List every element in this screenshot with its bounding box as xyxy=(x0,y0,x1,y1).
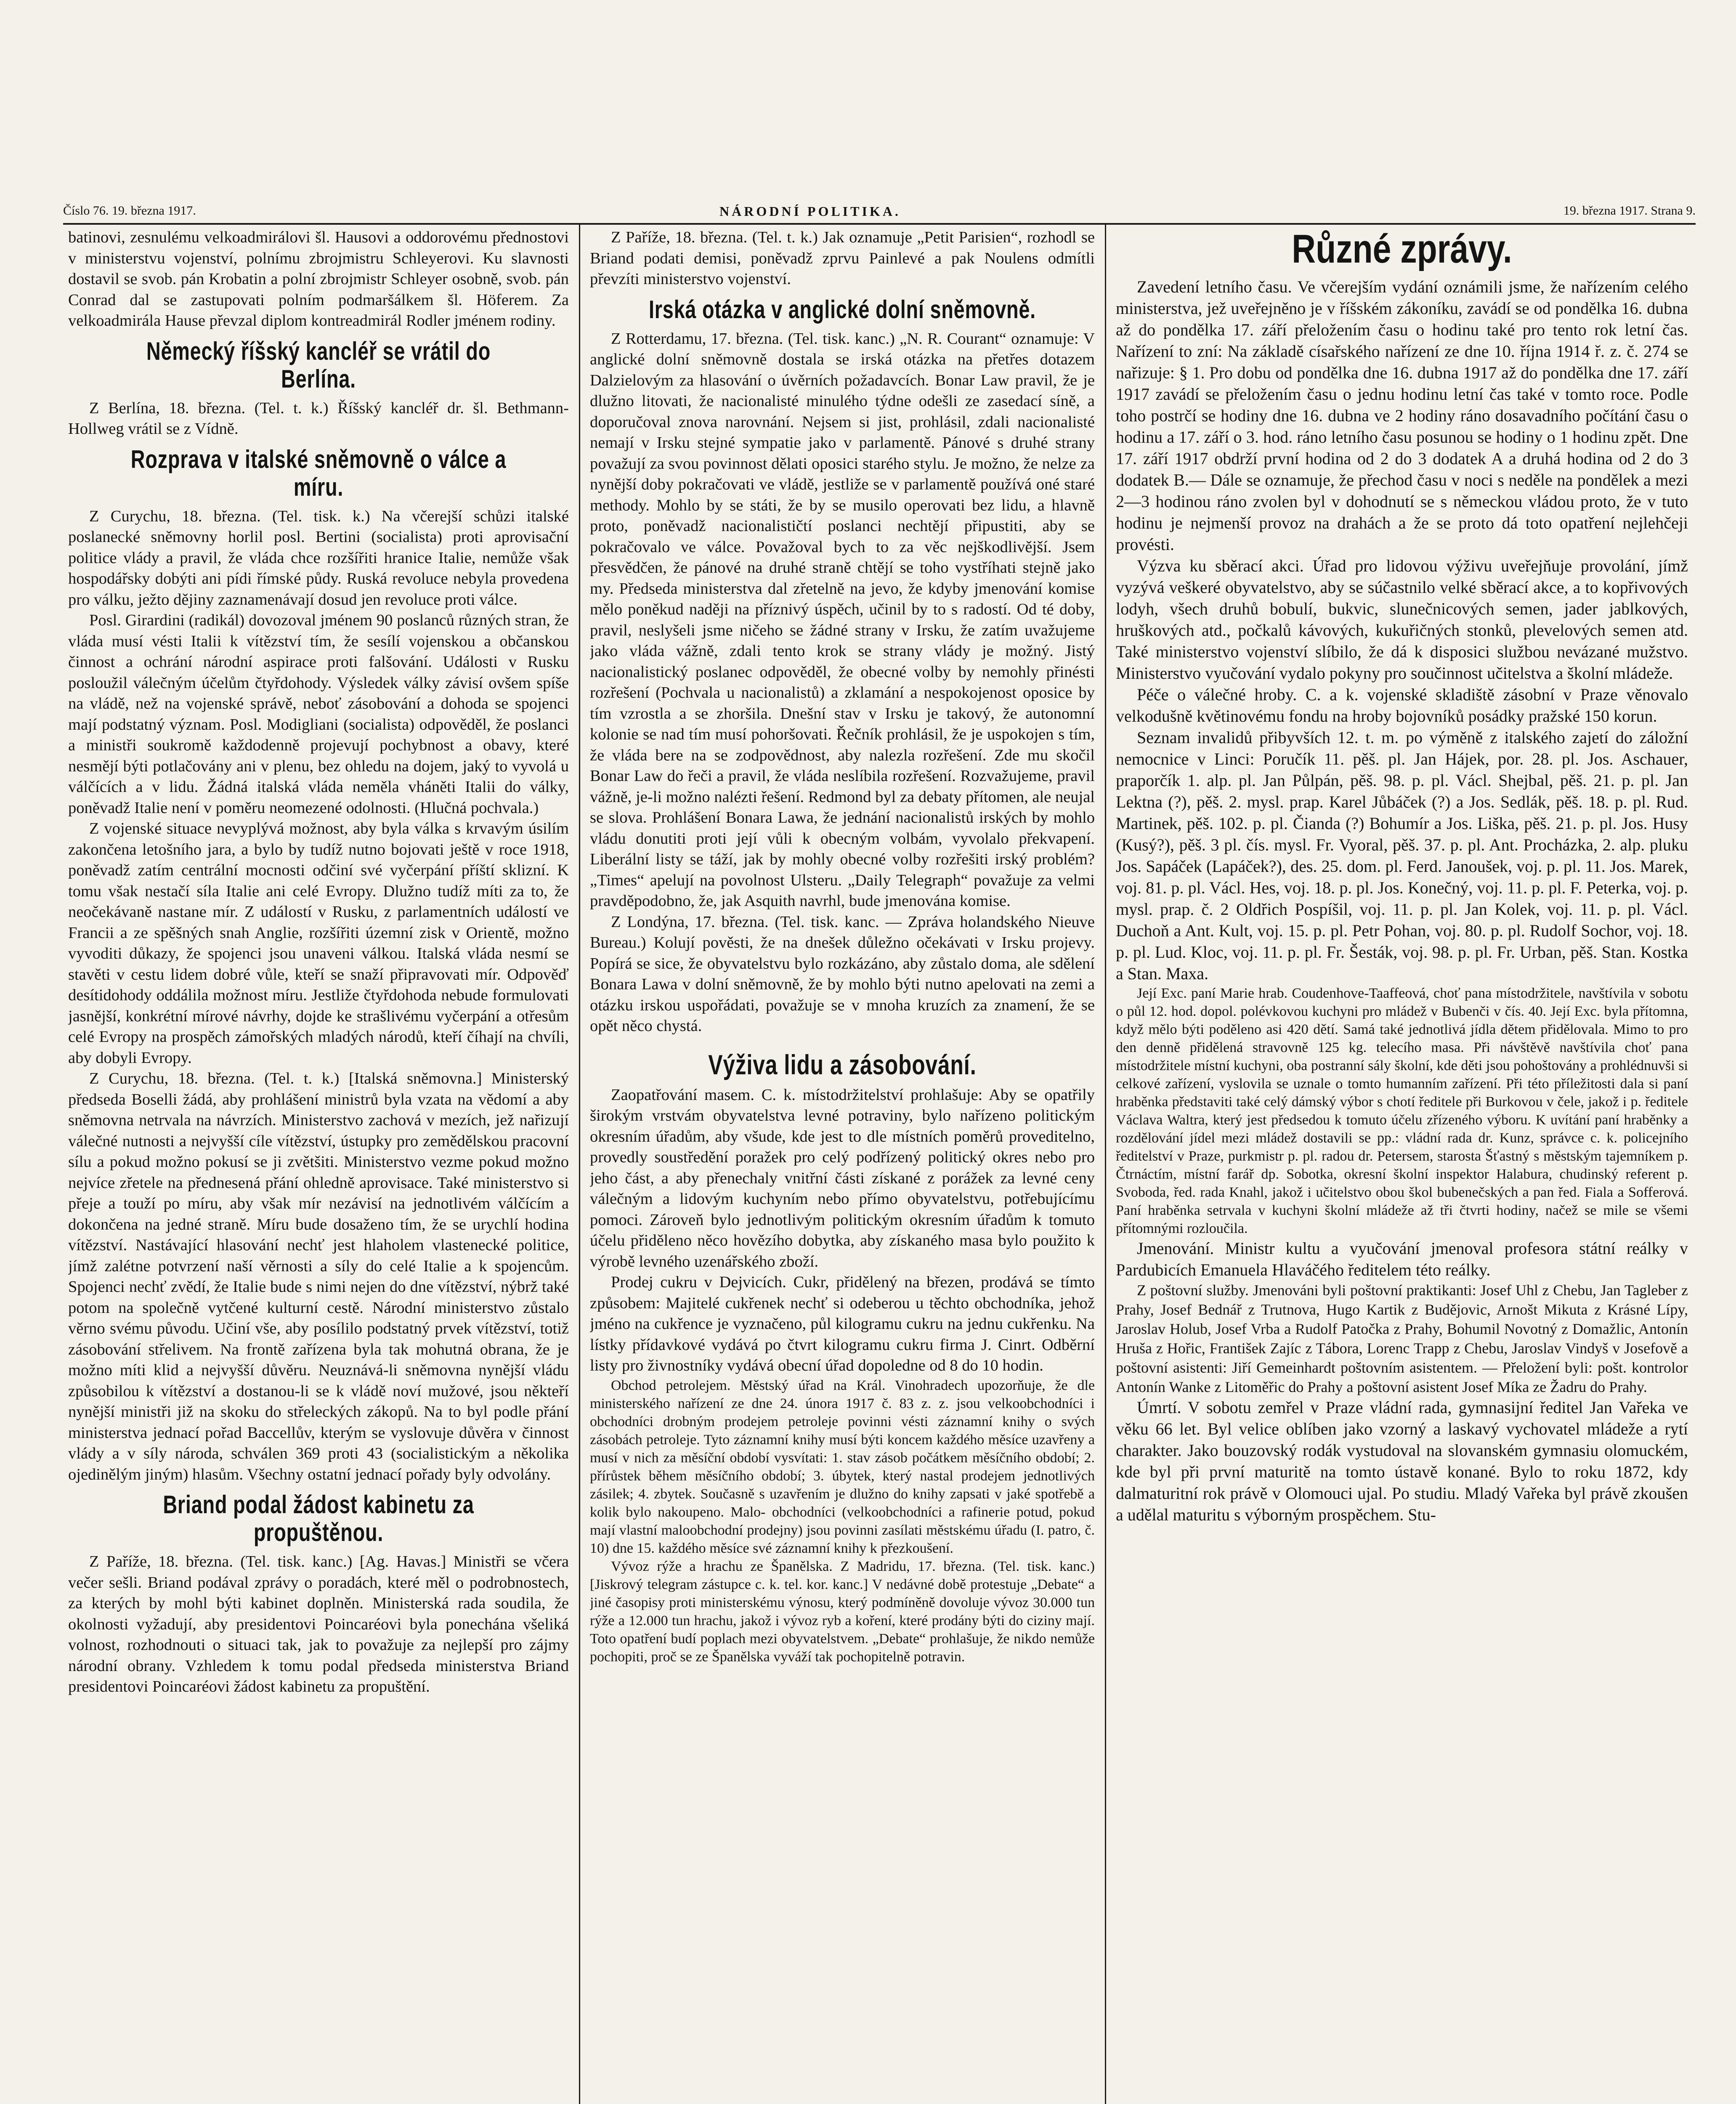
column-2 xyxy=(590,227,1095,2104)
article-irish-p1: Z Rotterdamu, 17. března. (Tel. tisk. kanc.) „N. R. Courant“ oznamuje: V anglické dolní sněmovně dostala se irská otázka na přetřes dotazem Dalzielovým za hlasování o úvěrních požadavcích. Bonar Law pravil, že je dlužno litovati, že nacionalisté minulého týdne odešli ze zasedací síně, a doporučoval znova narovnání. Nejsem si jist, prohlásil, zdali nacionalisté nemají v Irsku stejné sympatie jako v parlamentě. Pánové s druhé strany považují za svou povinnost dělati oposici starého stylu. Je možno, že nelze za nynější doby pokračovati ve vládě, jestliže se v parlamentě používá oné staré methody. Mohlo by se státi, že by se musilo operovati bez lidu, a hlavně proto, poněvadž nacionalističtí poslanci nechtějí připustiti, aby se pokračovalo ve válce. Považoval bych to za věc nejškodlivější. Jsem přesvědčen, že pánové na druhé straně chtějí se toho vystříhati stejně jako my. Předseda ministerstva dal zřetelně na jevo, že kdyby jmenování komise mělo poněkud naději na příznivý úspěch, učinil by to s radostí. Od té doby, pravil, neslyšeli jsme ničeho se žádné strany v Irsku, že zatím uvažujeme jako vláda vážně, zdali tento krok se strany vlády je možný. Jistý nacionalistický poslanec odpověděl, že obecné volby by nemohly přinésti rozřešení (Pochvala u nacionalistů) a zklamání a nespokojenost oposice by tím vzrostla a se zhoršila. Dnešní stav v Irsku je takový, že autonomní kolonie se nad tím musí pohoršovati. Řečník prohlásil, že je uspokojen s tím, že vláda bere na se zodpovědnost, aby nalezla rozřešení. Zde mu skočil Bonar Law do řeči a pravil, že vláda neslíbila rozřešení. Rozvažujeme, pravil vážně, je-li možno nalézti řešení. Redmond byl za debaty přítomen, ale neujal se slova. Prohlášení Bonara Lawa, že jednání nacionalistů irských by mohlo vládu donutiti proti její vůli k obecným volbám, vyvolalo překvapení. Liberální listy se táží, jak by mohly obecné volby rozřešiti irský problém? „Times“ apelují na povolnost Ulsteru. „Daily Telegraph“ považuje za velmi pravděpodobno, že, jak Asquith navrhl, bude jmenována komise. xyxy=(590,329,1095,910)
section-title-various-news: Různé zprávy. xyxy=(1292,227,1512,271)
article-paris: Z Paříže, 18. března. (Tel. t. k.) Jak oznamuje „Petit Parisien“, rozhodl se Briand podati demisi, poněvadž zprvu Painlevé a pak Noulens odmítli převzíti ministerstvo vojenství. xyxy=(590,228,1095,288)
column-3 xyxy=(1116,227,1688,2104)
issue-number-date: Číslo 76. 19. března 1917. xyxy=(63,204,196,218)
article-sugar-dejvice: Prodej cukru v Dejvicích. Cukr, přidělený na březen, prodává se tímto způsobem: Majitelé cukřenek nechť si odeberou u těchto obchodníka, jehož jméno na cukřence je vyznačeno, půl kilogramu cukru na jednu cukřenku. Na lístky přídavkové vydává po čtvrt kilogramu cukru firma J. Cinrt. Odběrní listy pro živnostníky vydává obecní úřad dopoledne od 8 do 10 hodin. xyxy=(590,1273,1095,1374)
headline-chancellor: Německý říšský kancléř se vrátil do Berlína. xyxy=(146,337,491,393)
header-rule xyxy=(63,223,1696,225)
masthead-title: NÁRODNÍ POLITIKA. xyxy=(719,204,901,219)
headline-briand: Briand podal žádost kabinetu za propuštěnou. xyxy=(163,1490,474,1546)
article-countess-visit: Její Exc. paní Marie hrab. Coudenhove-Taaffeová, choť pana místodržitele, navštívila v sobotu o půl 12. hod. dopol. polévkovou kuchyni pro mládež v Bubenči v čís. 40. Její Exc. byla přítomna, když mělo býti poděleno asi 420 dětí. Samá také jednotlivá jídla dětem přidělovala. Mimo to pro den denně přidělená stravovně 125 kg. telecího masa. Při návštěvě navštívila choť pana místodržitele místní kuchyni, oba postranní sály školní, kde děti jsou pohoštovány a prohlédnuvši si celkové zařízení, vyslovila se uznale o tomto humanním zařízení. Při této příležitosti dala si paní hraběnka představiti také celý dámský výbor s chotí ředitele při Burkovou v čele, jakož i p. ředitele Václava Waltra, který jest předsedou k tomuto účelu zřízeného výboru. K uvítání paní hraběnky a rozdělování jídel mezi mládež dostavili se pp.: vládní rada dr. Kunz, správce c. k. policejního ředitelství v Praze, purkmistr p. pl. radou dr. Petersem, starosta Šťastný s městským tajemníkem p. Čtrnáctím, místní farář dp. Sobotka, okresní školní inspektor Halabura, chudinský referent p. Svoboda, řed. rada Knahl, jakož i učitelstvo obou škol bubenečských a pan řed. Fiala a Sofferová. Paní hraběnka setrvala v kuchyni školní mládeže až tři čtvrti hodiny, načež se mile se všemi přítomnými rozloučila. xyxy=(1116,986,1688,1236)
article-postal-service: Z poštovní služby. Jmenováni byli poštovní praktikanti: Josef Uhl z Chebu, Jan Tagleber z Prahy, Josef Bednář z Trutnova, Hugo Kartik z Budějovic, Arnošt Mikuta z Krásné Lípy, Jaroslav Holub, Josef Vrba a Rudolf Patočka z Prahy, Bohumil Novotný z Domažlic, Antonín Hruša z Hořic, František Zajíc z Tábora, Lorenc Trapp z Chebu, Jaroslav Vindyš v Josefově a poštovní asistenti: Jiří Gemeinhardt poštovním asistentem. — Přeložení byli: pošt. kontrolor Antonín Wanke z Litoměřic do Prahy a poštovní asistent Josef Míka ze Žadru do Prahy. xyxy=(1116,1282,1688,1395)
column-divider-1 xyxy=(579,223,580,2104)
column-divider-2 xyxy=(1105,223,1106,2104)
article-spain-export: Vývoz rýže a hrachu ze Španělska. Z Madridu, 17. března. (Tel. tisk. kanc.) [Jiskrový telegram zástupce c. k. tel. kor. kanc.] V nedávné době protestuje „Debate“ a jiné časopisy proti ministerskému výnosu, který podmíněně dovoluje vývoz 30.000 tun rýže a 12.000 tun hrachu, jakož i vývoz ryb a koření, které prodány býti do ciziny mají. Toto opatření budí poplach mezi obyvatelstvem. „Debate“ prohlašuje, že nikdo nemůže pochopiti, proč se ze Španělska vyváží tak pochopitelně potravin. xyxy=(590,1558,1095,1665)
column-1 xyxy=(68,227,569,2104)
article-war-graves: Péče o válečné hroby. C. a k. vojenské skladiště zásobní v Praze věnovalo velkodušně květinovému fondu na hroby bojovníků posádky pražské 150 korun. xyxy=(1116,685,1688,725)
article-appointment: Jmenování. Ministr kultu a vyučování jmenoval profesora státní reálky v Pardubicích Emanuela Hlaváčého ředitelem této reálky. xyxy=(1116,1239,1688,1279)
article-italian-debate-p2: Posl. Girardini (radikál) dovozoval jménem 90 poslanců různých stran, že vláda musí vésti Italii k vítězství tím, že sesílí vojenskou a občanskou činnost a ochrání národní aspirace proti falšování. Události v Rusku posloužil válečným účelům čtyřdohody. Výsledek války závisí ovšem spíše na vládě, než na vojenské správě, neboť zásobování a dohoda se spojenci mají podstatný význam. Posl. Modigliani (socialista) odpověděl, že poslanci a ministři soukromě každodenně projevují pochybnost a obavy, které nesmějí býti potlačovány ani v plenu, bez ohledu na dojem, jaký to vyvolá u válčících a v lidu. Žádná italská vláda neměla vháněti Italii do války, poněvadž Italie není v poměru neomezené odolnosti. (Hlučná pochvala.) xyxy=(68,611,569,817)
article-continuation: batinovi, zesnulému velkoadmirálovi šl. Hausovi a oddorovému přednostovi v ministerstvu vojenství, polnímu zbrojmistru Schleyerovi. Ku slavnosti dostavil se svob. pán Krobatin a polní zbrojmistr Schleyer osobně, svob. pán Conrad dal se zastupovati polním podmaršálkem šl. Höferem. Za velkoadmirála Hause převzal diplom kontreadmirál Rodler jménem rodiny. xyxy=(68,228,569,329)
article-collection-campaign: Výzva ku sběrací akci. Úřad pro lidovou výživu uveřejňuje provolání, jímž vyzývá veškeré obyvatelstvo, aby se súčastnilo velké sběrací akce, a to kopřivových lodyh, všech druhů bobulí, bukvic, slunečnicových semen, jader jablkových, hruškových atd., počkalů kávových, kukuřičných stonků, plevelových semen atd. Také ministerstvo vojenství slíbilo, že dá k disposici službou nevázané mužstvo. Ministerstvo vyučování vydalo pokyny pro součinnost učitelstva a školní mládeže. xyxy=(1116,556,1688,683)
page-header xyxy=(63,204,1696,222)
article-italian-debate-p3: Z vojenské situace nevyplývá možnost, aby byla válka s krvavým úsilím zakončena letošního jara, a bylo by tudíž nutno bojovati ještě v roce 1918, poněvadž zatím centrální mocnosti odčiní své vyčerpání příští sklizní. K tomu však nestačí síla Italie ani celé Evropy. Dlužno tudíž míti za to, že neočekávaně nastane mír. Z událostí v Rusku, z parlamentních událostí ve Francii a ze spěšných snah Anglie, rozšířiti územní zisk v Orientě, možno vyvoditi důkazy, že spojenci jsou unaveni válkou. Italská vláda nesmí se stavěti v cestu lidem dobré vůle, kteří se snaží připravovati mír. Odpověď desítidohody oddálila možnost míru. Jestliže čtyřdohoda nebude formulovati jasnější, konkrétní mírové návrhy, dojde ke strašlivému vyčerpání a otřesům celé Evropy na prospěch zámořských mladých národů, kteří číhají na chvíli, aby dobyli Evropy. xyxy=(68,820,569,1067)
article-petroleum: Obchod petrolejem. Městský úřad na Král. Vinohradech upozorňuje, že dle ministerského nařízení ze dne 24. února 1917 č. 83 z. z. jsou velkoobchodníci i obchodníci drobným prodejem petroleje povinni vésti záznamní knihy o svých zásobách petroleje. Tyto záznamní knihy musí býti koncem každého měsíce uzavřeny a musí v nich za měsíční období vysvítati: 1. stav zásob počátkem měsíčního období; 2. přírůstek během měsíčního období; 3. úbytek, který nastal prodejem jednotlivých zásilek; 4. zbytek. Současně s uzavřením je dlužno do knihy zapsati v jaké spotřebě a kolik bylo nakoupeno. Malo- obchodníci (velkoobchodníci a rafinerie potud, pokud mají vlastní maloobchodní prodejny) jsou povinni zasílati městskému úřadu (I. patro, č. 10) dne 15. každého měsíce své záznamní knihy k přezkoušení. xyxy=(590,1377,1095,1556)
article-chancellor: Z Berlína, 18. března. (Tel. t. k.) Říšský kancléř dr. šl. Bethmann-Hollweg vrátil se z Vídně. xyxy=(68,399,569,438)
date-page-number: 19. března 1917. Strana 9. xyxy=(1563,204,1696,218)
article-italian-debate-p4: Z Curychu, 18. března. (Tel. t. k.) [Italská sněmovna.] Ministerský předseda Boselli žádá, aby prohlášení ministrů byla vzata na vědomí a aby sněmovna netrvala na návrzích. Ministerstvo zachová v mezích, jež nařizují válečné nutnosti a nejvyšší cíle vítězství, ústupky pro zemědělskou pracovní sílu a pokud možno pokusí se ji zvětšiti. Ministerstvo vezme pokud možno nejvíce zřetele na přednesená přání ohledně aprovisace. Také ministerstvo si přeje a touží po míru, aby však mír nezávisí na jednotlivém válčícím a dokončena na jedné straně. Míru bude dosaženo tím, že se urychlí hodina vítězství. Nastávající hlasování nechť jest hlaholem vlastenecké politice, jímž zalétne potvrzení naší věrnosti a síly do celé Italie a k spojencům. Spojenci nechť zvědí, že Italie bude s nimi nejen do dne vítězství, nýbrž také potom na společně vytčené kulturní cestě. Národní ministerstvo zůstalo věrno svému původu. Učiní vše, aby posílilo podstatný prvek vítězství, totiž zásobování střelivem. Na frontě zařízena byla tak mohutná obrana, že je možno míti klid a nejvyšší důvěru. Neuznává-li sněmovna nynější vládu způsobilou k vítězství a dostanou-li se k vládě noví mužové, jsou někteří nynější ministři již na skoku do střeleckých zákopů. Na to byl podle přání ministerstva jednací pořad Baccellův, kterým se vyslovuje důvěra v činnost vlády a v síly národa, schválen 369 proti 43 (socialistickým a několika ojedinělým jiným) hlasům. Všechny ostatní jednací pořady byly odvolány. xyxy=(68,1070,569,1483)
article-summer-time: Zavedení letního času. Ve včerejším vydání oznámili jsme, že nařízením celého ministerstva, jež uveřejněno je v říšském zákoníku, zavádí se od pondělka 16. dubna až do pondělka 17. září přeložením času o hodinu také pro tento rok letní čas. Nařízení to zní: Na základě císařského nařízení ze dne 10. října 1914 ř. z. č. 274 se nařizuje: § 1. Pro dobu od pondělka dne 16. dubna 1917 až do pondělka dne 17. září 1917 zavádí se přeložením času o jednu hodinu letní čas také v tomto roce. Podle toho postrčí se hodiny dne 16. dubna ve 2 hodiny ráno dosavadního počítání času o hodinu a 17. září o 3. hod. ráno letního času posunou se hodiny o 1 hodinu zpět. Dne 17. září 1917 obdrží první hodina od 2 do 3 dodatek A a druhá hodina od 2 do 3 dodatek B.— Dále se oznamuje, že přechod času v noci s neděle na pondělek a mezi 2—3 hodinou ráno zvolen byl v dohodnutí se s německou vládou proto, že v tuto hodinu je nejmenší provoz na drahách a že se proto dá toto opatření nejlehčeji provésti. xyxy=(1116,277,1688,554)
article-meat-supply: Zaopatřování masem. C. k. místodržitelství prohlašuje: Aby se opatřily širokým vrstvám obyvatelstva levné potraviny, bylo nařízeno politickým okresním úřadům, aby všude, kde jest to dle místních poměrů proveditelno, provedly soustředění poražek pro celý podřízený politický okres nebo pro jeho část, a aby přenechaly vnitřní části získané z porážek za levné ceny válečným a lidovým kuchyním nebo přímo obyvatelstvu, potřebujícímu pomoci. Zároveň bylo jednotlivým politickým okresním úřadům k tomuto účelu přiděleno něco hovězího dobytka, aby získaného masa bylo použito k výrobě levného uzenářského zboží. xyxy=(590,1086,1095,1270)
headline-italian-debate: Rozprava v italské sněmovně o válce a míru. xyxy=(130,445,507,501)
headline-irish-question: Irská otázka v anglické dolní sněmovně. xyxy=(649,295,1036,324)
article-briand: Z Paříže, 18. března. (Tel. tisk. kanc.) [Ag. Havas.] Ministři se včera večer sešli. Briand podával zprávy o poradách, které měl o podrobnostech, za kterých by mohl býti kabinet doplněn. Ministerská rada soudila, že okolnosti vyžadují, aby presidentovi Poincaréovi byla ponechána všeliká volnost, rozhodnouti o situaci tak, jak to považuje za nejlepší pro zájmy národní obrany. Vzhledem k tomu podal předseda ministerstva Briand presidentovi Poincaréovi žádost kabinetu za propuštění. xyxy=(68,1553,569,1695)
article-italian-debate-p1: Z Curychu, 18. března. (Tel. tisk. k.) Na včerejší schůzi italské poslanecké sněmovny horlil posl. Bertini (socialista) proti aprovisační politice vlády a pravil, že vláda chce rozšířiti hranice Italie, nemůže však hospodářsky dobýti ani pídi římské půdy. Ruská revoluce nebyla provedena pro válku, ježto dějiny zaznamenávají dosud jen revoluce proti válce. xyxy=(68,507,569,608)
article-invalids-list: Seznam invalidů přibyvších 12. t. m. po výměně z italského zajetí do záložní nemocnice v Linci: Poručík 11. pěš. pl. Jan Hájek, por. 28. pl. Jos. Aschauer, praporčík 1. alp. pl. Jan Půlpán, pěš. 98. p. pl. Václ. Shejbal, pěš. 21. p. pl. Jan Lektna (?), pěš. 2. mysl. prap. Karel Jůbáček (?) a Jos. Sedlák, pěš. 18. p. pl. Rud. Martinek, pěš. 102. p. pl. Čianda (?) Bohumír a Jos. Liška, pěš. 21. p. pl. Jos. Husy (Kusý?), pěš. 3 pl. čís. mysl. Fr. Vyoral, pěš. 37. p. pl. Ant. Procházka, 2. alp. pluku Jos. Sapáček (Lapáček?), des. 25. dom. pl. Ferd. Janoušek, voj. p. pl. 11. Jos. Marek, voj. 81. p. pl. Václ. Hes, voj. 18. p. pl. Jos. Konečný, voj. 11. p. pl. F. Peterka, voj. p. mysl. prap. č. 2 Oldřich Pospíšil, voj. 11. p. pl. Jan Kolek, voj. 11. p. pl. Václ. Duchoň a Ant. Kult, voj. 15. p. pl. Petr Pohan, voj. 80. p. pl. Rudolf Sochor, voj. 18. p. pl. Lud. Kloc, voj. 11. p. pl. Fr. Šesták, voj. 98. p. pl. Fr. Urban, pěš. Stan. Kostka a Stan. Maxa. xyxy=(1116,728,1688,983)
headline-food-supply: Výživa lidu a zásobování. xyxy=(708,1049,977,1080)
article-death-notice: Úmrtí. V sobotu zemřel v Praze vládní rada, gymnasijní ředitel Jan Vařeka ve věku 66 let. Byl velice oblíben jako vzorný a laskavý vychovatel mládeže a rytí charakter. Jako bouzovský rodák vystudoval na slovanském gymnasiu olomuckém, kde byl při první maturitě na tomto ústavě konané. Bylo to roku 1872, kdy dalmaturitní rok právě v Olomouci ujal. Po studiu. Mladý Vařeka byl právě zkoušen a udělal maturitu s výborným prospěchem. Stu- xyxy=(1116,1398,1688,1524)
article-irish-p2: Z Londýna, 17. března. (Tel. tisk. kanc. — Zpráva holandského Nieuve Bureau.) Kolují pověsti, že na dnešek důležno očekávati v Irsku projevy. Popírá se sice, že obyvatelstvu bylo rozkázáno, aby zůstalo doma, ale sdělení Bonara Lawa v dolní sněmovně, že by mohlo býti nutno apelovati na zemi a otázku irskou uspořádati, považuje se v mnoha kruzích za znamení, že se opět něco chystá. xyxy=(590,913,1095,1035)
